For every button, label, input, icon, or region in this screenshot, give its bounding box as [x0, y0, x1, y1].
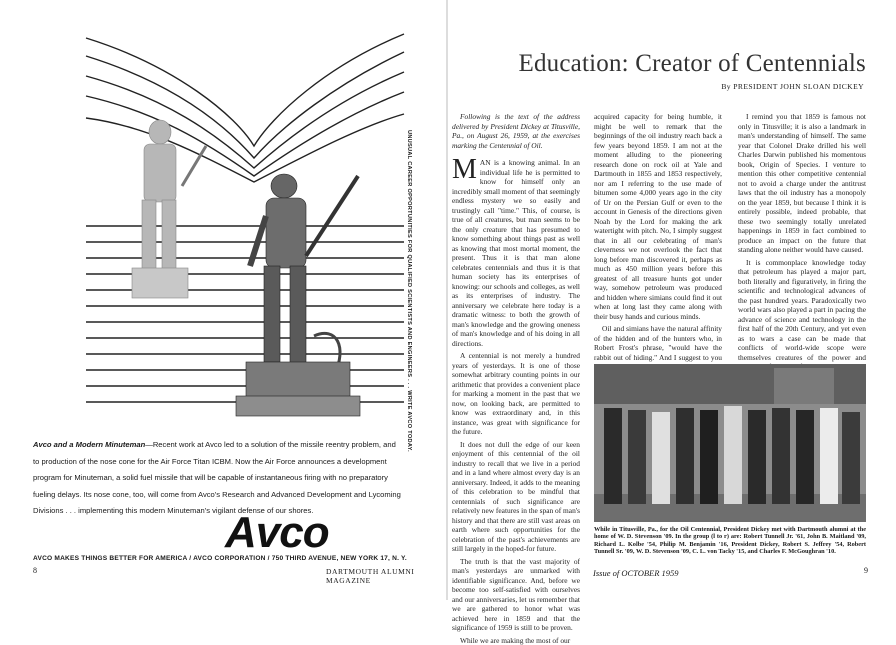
ad-copy-heading: Avco and a Modern Minuteman: [33, 440, 145, 449]
page-number-left: 8: [33, 566, 37, 575]
article-paragraph: acquired capacity for being humble, it might be well to remark that the beginnings of the oil industry reach back a few years beyond 1859. I am not at the moment alluding to the pioneering research done on rock oil at Yale and Dartmouth in 1855 and 1853 respectively, nor am I referring to the use made of bitumen some 4,000 years ago in the city of Ur on the Persian Gulf or even to the account in Genesis of the directions given Noah by the Lord for making the ark watertight with pitch. No, I simply suggest that in all our celebrating of man's cleverness we not overlook the fact that long before man discovered it, perhaps as much as 450 million years before this greatest of all treasure hunts got under way, somehow petroleum was produced and hidden where simians could find it out when at long last they came along with their busy hands and curious minds.: [594, 112, 722, 321]
avco-logo: Avco: [225, 508, 329, 558]
drop-cap: M: [452, 159, 477, 181]
issue-date: Issue of OCTOBER 1959: [593, 568, 679, 578]
article-paragraph: MAN is a knowing animal. In an individual life he is permitted to know for himself only an incredibly small moment of that seemingly endless mystery we so easily and trustingly call "time." This, of course, is true of all creatures, but man seems to be the only creature that has presumed to know something about things past as well as knowing that most mortal moment, the present. Thus it is that man alone celebrates centennials and thus it is that human society has its enterprises of knowing: our schools and colleges, as well as its enterprises of industry. The anniversary we celebrate here today is a dramatic witness: to both the growth of man's knowledge and the growing oneness of man's knowledge and of his doing in all directions.: [452, 158, 580, 348]
article-column-1: [452, 112, 580, 565]
left-page: [0, 0, 446, 600]
article-byline: By PRESIDENT JOHN SLOAN DICKEY: [478, 82, 864, 91]
minuteman-statue: [236, 174, 360, 416]
minuteman-statue-illustration: [86, 26, 404, 430]
article-paragraph: While we are making the most of our: [452, 636, 580, 645]
article-paragraph: It does not dull the edge of our keen enjoyment of this centennial of the oil industry to recall that we live in a period and in a land where almost every day is an anniversary. Indeed, it adds to the meaning of this celebration to be mindful that centennials of such significance are relatively new features in the span of man's history and that there are still vast areas on earth where such opportunities for the celebration of the past's achievements are still largely in the hoped-for future.: [452, 440, 580, 554]
ad-body-copy: [33, 437, 403, 520]
minuteman-ghost-statue: [132, 120, 206, 298]
magazine-name: DARTMOUTH ALUMNI MAGAZINE: [326, 567, 446, 585]
article-paragraph: I remind you that 1859 is famous not only in Titusville; it is also a landmark in man's understanding of himself. The same year that Colonel Drake drilled his well Charles Darwin published his momentous book, Origin of Species. I venture to mention this other competitive centennial not to avoid a charge under the antitrust laws that the oil industry has a monopoly on the year 1859, but because I think it is entirely possible, indeed probable, that these two seemingly totally unrelated happenings in 1859 in fact combined to produce an impact on the future that standing alone neither would have caused.: [738, 112, 866, 255]
ad-copy-text: —Recent work at Avco led to a solution of the missile reentry problem, and to production of the nose cone for the Air Force Titan ICBM. Now the Air Force announces a development program for Minuteman, a solid fuel missile that will be capable of instantaneous firing with no preparatory fueling delays. Its nose cone, too, will come from Avco's Research and Advanced Development and Lycoming Divisions . . . implementing this modern Minuteman's vigilant defense of our shores.: [33, 440, 401, 515]
article-column-2: [594, 112, 722, 356]
article-paragraph: Oil and simians have the natural affinity of the hidden and of the hunters who, in Robert Frost's phrase, "would have the rabbit out of hiding." And I suggest to you: [594, 324, 722, 391]
article-paragraph: A centennial is not merely a hundred years of yesterdays. It is one of those somewhat arbitrary counting points in our arithmetic that provides a convenient place for marking a moment in the past that we now, on looking back, are permitted to know was extraordinary and, in this instance, was great with significance for the future.: [452, 351, 580, 437]
sunburst-lines: [86, 34, 404, 402]
article-column-3: [738, 112, 866, 356]
article-paragraph: It is commonplace knowledge today that petroleum has played a major part, both literally and figuratively, in firing the scientific and technological advances of the past hundred years. Paradoxically two world wars also played a part in pacing the advance of science and technology in the first half of the 20th Century, and yet even as to wars a case can be made that conflicts of world-wide scope were themselves creatures of the power and: [738, 258, 866, 372]
right-page: [448, 0, 896, 600]
alumni-group-photo: [594, 364, 866, 522]
article-title: Education: Creator of Centennials: [478, 50, 866, 78]
alumni-figures: [604, 406, 860, 504]
photo-caption: While in Titusville, Pa., for the Oil Centennial, President Dickey met with Dartmouth alumni at the home of W. D. Stevenson '09. In the group (l to r) are: Robert Tunnell Jr. '61, John B. Maitland '09, Richard L. Kolbe '54, Philip M. Benjamin '16, President Dickey, Robert S. Jeffrey '54, Robert Tunnell Sr. '09, W. D. Stevenson '09, C. L. von Tacky '15, and Charles F. McGoughran '10.: [594, 526, 866, 556]
page-number-right: 9: [864, 566, 868, 575]
article-intro: Following is the text of the address delivered by President Dickey at Titusville, Pa., on August 26, 1959, at the exercises marking the Centennial of Oil.: [452, 112, 580, 150]
article-paragraph: The truth is that the vast majority of man's yesterdays are unmarked with identifiable significance. And, before we become too self-satisfied with ourselves and our anniversaries, let us remember that we are gathered to honor what was achieved here in 1859 and that the significance of 1959 is still to be proven.: [452, 557, 580, 633]
ad-footer-address: AVCO MAKES THINGS BETTER FOR AMERICA / AVCO CORPORATION / 750 THIRD AVENUE, NEW YORK 17, N. Y.: [33, 555, 423, 562]
career-opportunities-note: UNUSUAL CAREER OPPORTUNITIES FOR QUALIFIED SCIENTISTS AND ENGINEERS . . . WRITE AVCO TODAY.: [406, 130, 412, 430]
